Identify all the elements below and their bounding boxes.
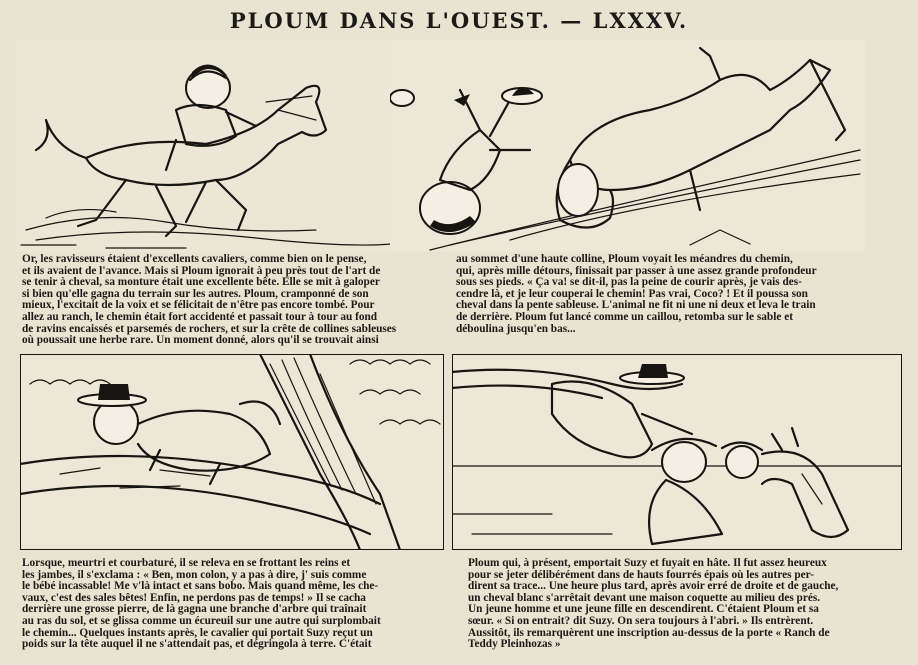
- text-line: cendre là, et je leur couperai le chemin! Pas vrai, Coco? ! Et il poussa son: [456, 288, 808, 300]
- text-line: si bien qu'elle gagna du terrain sur les autres. Ploum, cramponné de son: [22, 288, 369, 300]
- text-line: les jambes, il s'exclama : « Ben, mon colon, y a pas à dire, j' suis comme: [22, 569, 367, 581]
- text-line: Or, les ravisseurs étaient d'excellents cavaliers, comme bien on le pense,: [22, 254, 367, 265]
- text-line: Teddy Pleinhozas »: [468, 639, 561, 651]
- text-top-left: [22, 254, 444, 350]
- galloping-illustration: [16, 40, 436, 252]
- text-line: Aussitôt, ils remarquèrent une inscription au-dessus de la porte « Ranch de: [468, 627, 830, 639]
- text-line: le bébé incassable! Me v'là intact et sans bobo. Mais quand même, les che-: [22, 581, 379, 593]
- text-line: sous ses pieds. « Ça va! se dit-il, pas la peine de courir après, je vais des-: [456, 277, 802, 289]
- text-line: poids sur la tête auquel il ne s'attendait pas, et dégringola à terre. C'était: [22, 639, 372, 651]
- text-line: déboulina jusqu'en bas...: [456, 323, 576, 335]
- text-line: le chemin... Quelques instants après, le cavalier qui portait Suzy reçut un: [22, 627, 373, 639]
- text-line: pour se jeter délibérément dans de hauts fourrés épais où les autres per-: [468, 569, 814, 581]
- branch-illustration: [20, 354, 444, 550]
- text-line: qui, après mille détours, finissait par passer à une assez grande profondeur: [456, 265, 817, 277]
- text-line: et ils avaient de l'avance. Mais si Ploum ignorait à peu près tout de l'art de: [22, 265, 381, 277]
- panel-ploum-thrown: [390, 40, 865, 252]
- text-line: Lorsque, meurtri et courbaturé, il se releva en se frottant les reins et: [22, 558, 351, 569]
- text-bottom-left: [22, 558, 444, 664]
- panel-ploum-drops-on-rider: [452, 354, 902, 550]
- text-line: au sommet d'une haute colline, Ploum voyait les méandres du chemin,: [456, 254, 793, 265]
- text-line: cheval dans la pente sableuse. L'animal ne fit ni une ni deux et leva le train: [456, 300, 816, 312]
- text-line: derrière une grosse pierre, de là gagna une branche d'arbre qui traînait: [22, 604, 367, 616]
- text-bottom-right: [468, 558, 904, 664]
- page-title: PLOUM DANS L'OUEST. — LXXXV.: [229, 8, 689, 33]
- text-line: dirent sa trace... Une heure plus tard, après avoir erré de droite et de gauche,: [468, 581, 839, 593]
- text-line: de ravins encaissés et parsemés de rochers, et sur la crête de collines sableuses: [22, 323, 397, 335]
- text-line: Ploum qui, à présent, emportait Suzy et fuyait en hâte. Il fut assez heureux: [468, 558, 827, 569]
- text-top-right: [456, 254, 902, 340]
- drop-illustration: [452, 354, 902, 550]
- text-line: vaux, c'est des sales bêtes! Enfin, ne perdons pas de temps! » Il se cacha: [22, 592, 366, 604]
- text-line: de derrière. Ploum fut lancé comme un caillou, retomba sur le sable et: [456, 311, 793, 323]
- text-line: allez au ranch, le chemin était fort accidenté et passait tour à tour au fond: [22, 311, 378, 323]
- panel-ploum-galloping: [16, 40, 436, 252]
- panel-ploum-on-branch: [20, 354, 444, 550]
- text-line: sœur. « Si on entrait? dit Suzy. On sera toujours à l'abri. » Ils entrèrent.: [468, 615, 814, 627]
- text-line: où poussait une herbe rare. Un moment donné, alors qu'il se trouvait ainsi: [22, 335, 379, 347]
- text-line: un cheval blanc s'arrêtait devant une maison coquette au milieu des prés.: [468, 592, 821, 604]
- text-line: au ras du sol, et se glissa comme un écureuil sur une autre qui surplombait: [22, 615, 381, 627]
- text-line: mieux, l'excitait de la voix et se félicitait de n'être pas encore tombé. Pour: [22, 300, 375, 312]
- text-line: Un jeune homme et une jeune fille en descendirent. C'étaient Ploum et sa: [468, 604, 819, 616]
- thrown-illustration: [390, 40, 865, 252]
- text-line: se tenir à cheval, sa monture était une excellente bête. Elle se mit à galoper: [22, 277, 380, 289]
